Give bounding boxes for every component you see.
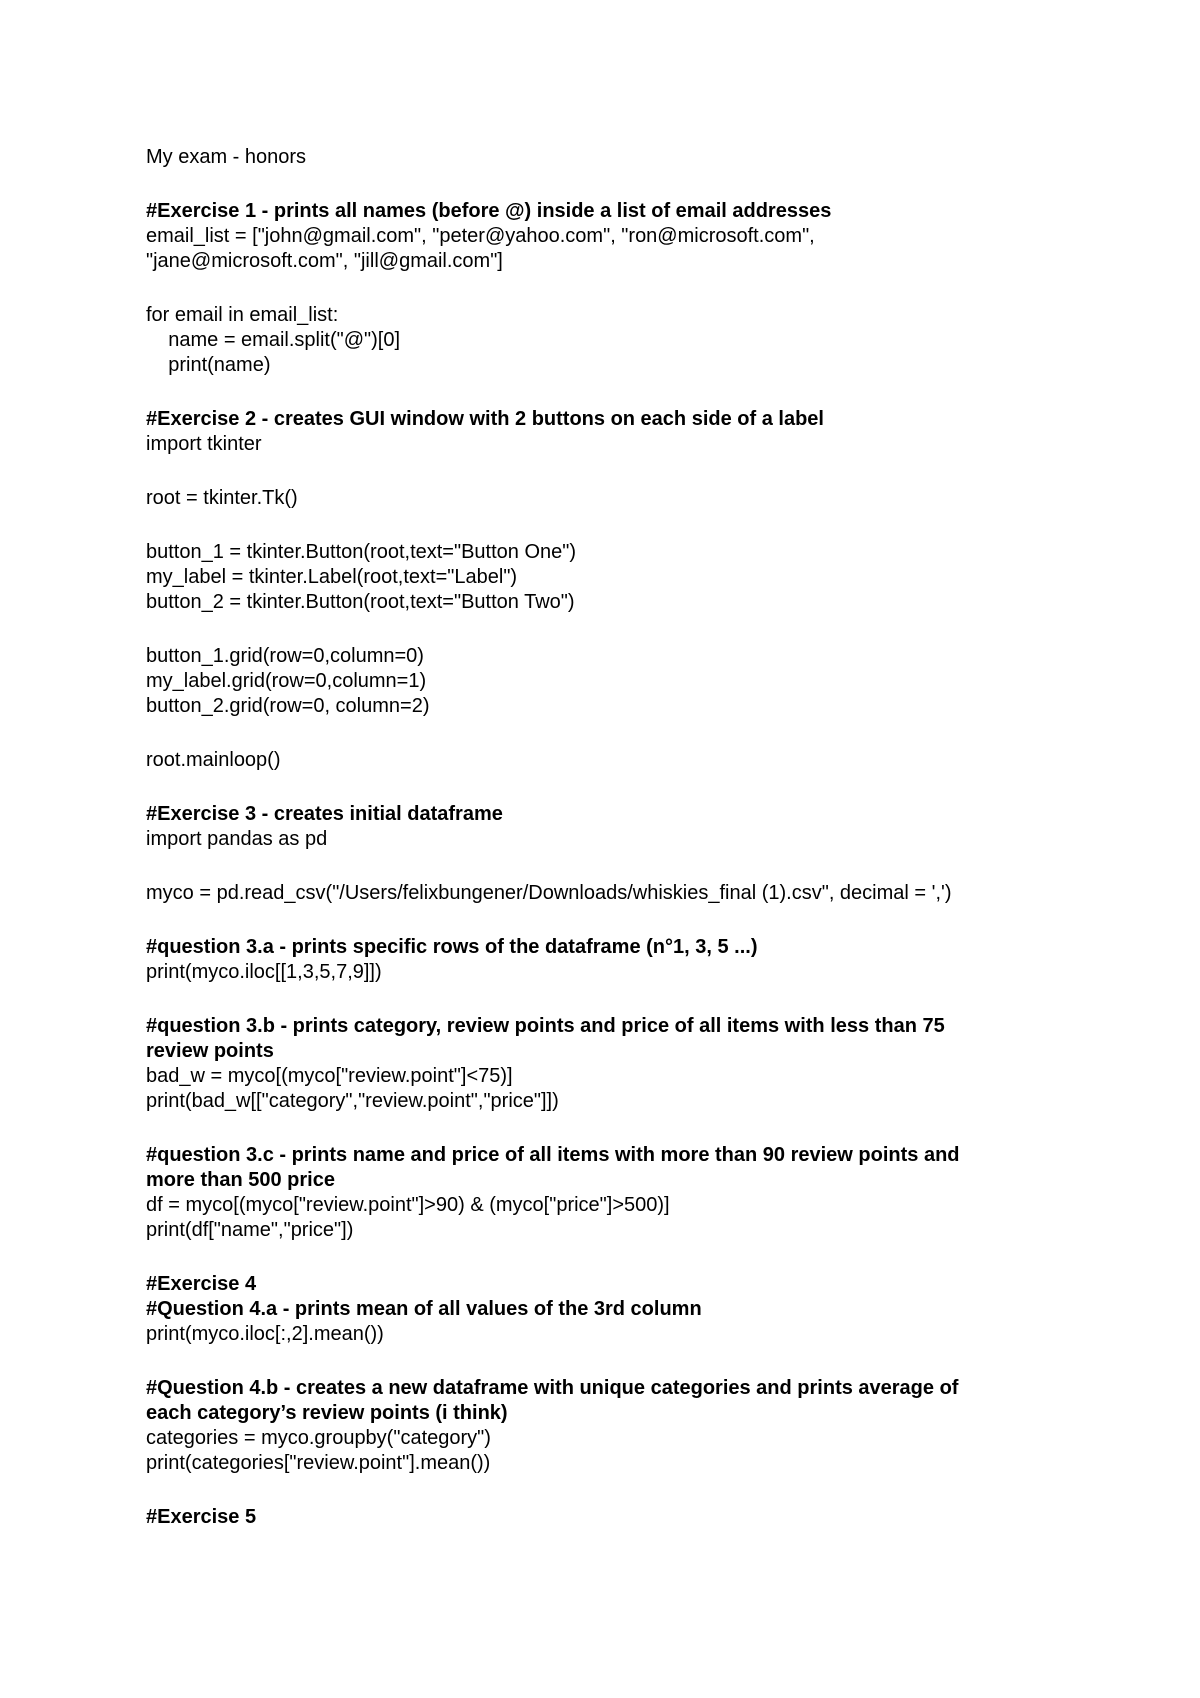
blank-line: [146, 274, 1086, 303]
document-content: [146, 145, 1086, 1530]
code-line: root = tkinter.Tk(): [146, 487, 298, 509]
code-line: button_1.grid(row=0,column=0): [146, 645, 424, 667]
section-heading: #Exercise 5: [146, 1506, 257, 1528]
section-heading: #question 3.b - prints category, review points and price of all items with less than 75: [146, 1015, 945, 1037]
code-line: print(categories["review.point"].mean()): [146, 1452, 491, 1474]
section-heading: #question 3.c - prints name and price of all items with more than 90 review points and: [146, 1144, 960, 1166]
blank-line: [146, 906, 1086, 935]
code-line: for email in email_list:: [146, 304, 339, 326]
code-line: my_label.grid(row=0,column=1): [146, 670, 427, 692]
blank-line: [146, 985, 1086, 1014]
blank-line: [146, 170, 1086, 199]
section-heading: #Exercise 1 - prints all names (before @) inside a list of email addresses: [146, 200, 832, 222]
code-line: import pandas as pd: [146, 828, 328, 850]
blank-line: [146, 1347, 1086, 1376]
code-line: myco = pd.read_csv("/Users/felixbungener/Downloads/whiskies_final (1).csv", decimal = ','): [146, 882, 952, 904]
section-heading: #Exercise 3 - creates initial dataframe: [146, 803, 503, 825]
blank-line: [146, 1476, 1086, 1505]
code-line: root.mainloop(): [146, 749, 281, 771]
code-line: more than 500 price: [146, 1169, 335, 1191]
code-line: button_2 = tkinter.Button(root,text="Button Two"): [146, 591, 575, 613]
blank-line: [146, 852, 1086, 881]
blank-line: [146, 773, 1086, 802]
code-line: print(df["name","price"]): [146, 1219, 354, 1241]
code-line: button_2.grid(row=0, column=2): [146, 695, 430, 717]
code-line: bad_w = myco[(myco["review.point"]<75)]: [146, 1065, 513, 1087]
section-heading: #Exercise 2 - creates GUI window with 2 buttons on each side of a label: [146, 408, 824, 430]
code-line: email_list = ["john@gmail.com", "peter@yahoo.com", "ron@microsoft.com",: [146, 225, 815, 247]
code-line: print(myco.iloc[[1,3,5,7,9]]): [146, 961, 382, 983]
code-line: print(name): [146, 354, 271, 376]
code-line: name = email.split("@")[0]: [146, 329, 401, 351]
code-line: review points: [146, 1040, 274, 1062]
code-line: my_label = tkinter.Label(root,text="Label"): [146, 566, 518, 588]
blank-line: [146, 719, 1086, 748]
blank-line: [146, 457, 1086, 486]
code-line: "jane@microsoft.com", "jill@gmail.com"]: [146, 250, 503, 272]
code-line: button_1 = tkinter.Button(root,text="Button One"): [146, 541, 577, 563]
document-title: My exam - honors: [146, 146, 307, 168]
code-line: df = myco[(myco["review.point"]>90) & (myco["price"]>500)]: [146, 1194, 670, 1216]
blank-line: [146, 511, 1086, 540]
code-line: print(myco.iloc[:,2].mean()): [146, 1323, 384, 1345]
blank-line: [146, 1114, 1086, 1143]
section-heading: #Exercise 4: [146, 1273, 257, 1295]
code-line: each category’s review points (i think): [146, 1402, 508, 1424]
section-heading: #question 3.a - prints specific rows of the dataframe (n°1, 3, 5 ...): [146, 936, 758, 958]
blank-line: [146, 615, 1086, 644]
code-line: categories = myco.groupby("category"): [146, 1427, 491, 1449]
blank-line: [146, 378, 1086, 407]
code-line: print(bad_w[["category","review.point","price"]]): [146, 1090, 559, 1112]
code-line: import tkinter: [146, 433, 262, 455]
blank-line: [146, 1243, 1086, 1272]
section-heading: #Question 4.b - creates a new dataframe with unique categories and prints average of: [146, 1377, 959, 1399]
section-heading: #Question 4.a - prints mean of all values of the 3rd column: [146, 1298, 702, 1320]
